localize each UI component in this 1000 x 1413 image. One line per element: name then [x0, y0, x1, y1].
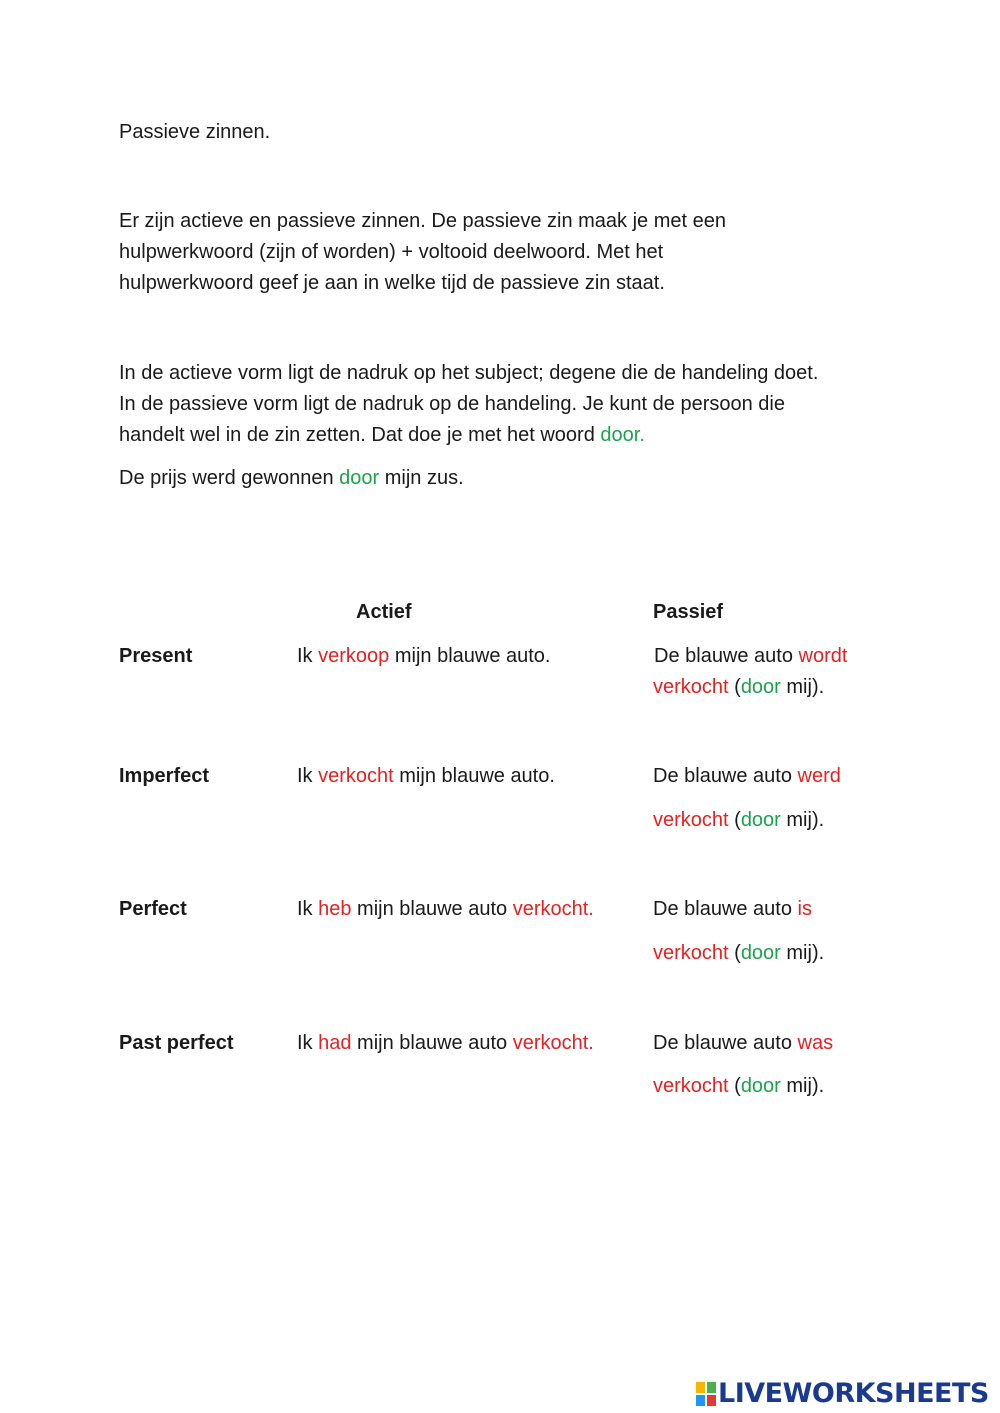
example-text: De prijs werd gewonnen [119, 467, 340, 489]
verb-highlight: wordt [798, 645, 848, 667]
door-keyword: door [740, 676, 781, 698]
passive-text: De blauwe auto [653, 898, 798, 920]
active-text: Ik [297, 645, 319, 667]
logo-mark-cell [707, 1382, 716, 1393]
intro-line: hulpwerkwoord (zijn of worden) + voltooid deelwoord. Met het [119, 241, 664, 263]
active-sentence [297, 894, 594, 925]
verb-highlight: verkocht [653, 809, 729, 831]
active-sentence [297, 761, 555, 792]
tense-label: Present [119, 645, 193, 667]
active-text: Ik [297, 898, 319, 920]
verb-highlight: verkocht [653, 676, 729, 698]
passive-text: De blauwe auto [654, 645, 799, 667]
page-title: Passieve zinnen. [119, 121, 271, 143]
door-keyword: door [740, 1075, 781, 1097]
active-sentence [297, 641, 550, 672]
verb-highlight: verkocht. [512, 1032, 594, 1054]
example-text: mijn zus. [379, 467, 464, 489]
door-keyword: door. [600, 424, 645, 446]
door-keyword: door [339, 467, 380, 489]
passive-sentence-line2 [653, 805, 824, 836]
emphasis-line [119, 420, 818, 451]
verb-highlight: verkoop [318, 645, 390, 667]
verb-highlight: werd [797, 765, 841, 787]
active-text: Ik [297, 1032, 319, 1054]
passive-sentence-line1 [654, 641, 847, 672]
verb-highlight: is [797, 898, 812, 920]
intro-line: Er zijn actieve en passieve zinnen. De passieve zin maak je met een [119, 210, 726, 232]
intro-line: hulpwerkwoord geef je aan in welke tijd de passieve zin staat. [119, 272, 665, 294]
header-passief: Passief [653, 601, 724, 623]
active-sentence [297, 1028, 594, 1059]
passive-text: De blauwe auto [653, 1032, 798, 1054]
intro-paragraph [119, 206, 726, 299]
active-text: mijn blauwe auto [351, 898, 513, 920]
verb-highlight: verkocht. [512, 898, 594, 920]
logo-mark-cell [707, 1395, 716, 1406]
logo-mark-cell [696, 1382, 705, 1393]
tense-label: Past perfect [119, 1032, 234, 1054]
verb-highlight: verkocht [318, 765, 394, 787]
passive-sentence-line2 [653, 1071, 824, 1102]
logo-mark-cell [696, 1395, 705, 1406]
logo-mark-icon [696, 1382, 716, 1406]
active-text: mijn blauwe auto. [389, 645, 551, 667]
active-text: Ik [297, 765, 319, 787]
emphasis-text: handelt wel in de zin zetten. Dat doe je met het woord [119, 424, 601, 446]
door-keyword: door [740, 809, 781, 831]
passive-text: mij). [780, 1075, 825, 1097]
passive-sentence-line2 [653, 672, 824, 703]
passive-sentence-line1 [653, 1028, 833, 1059]
liveworksheets-logo [696, 1378, 989, 1410]
passive-sentence-line1 [653, 761, 841, 792]
verb-highlight: had [318, 1032, 352, 1054]
door-keyword: door [740, 942, 781, 964]
header-actief: Actief [356, 601, 412, 623]
passive-text: mij). [780, 942, 825, 964]
passive-text: ( [728, 1075, 741, 1097]
verb-highlight: verkocht [653, 1075, 729, 1097]
tense-label: Imperfect [119, 765, 210, 787]
verb-highlight: heb [318, 898, 352, 920]
emphasis-paragraph [119, 358, 818, 451]
passive-text: ( [728, 676, 741, 698]
passive-text: De blauwe auto [653, 765, 798, 787]
passive-sentence-line2 [653, 938, 824, 969]
active-text: mijn blauwe auto [351, 1032, 513, 1054]
passive-text: ( [728, 942, 741, 964]
passive-text: mij). [780, 676, 825, 698]
tense-label: Perfect [119, 898, 187, 920]
example-sentence [119, 463, 464, 494]
logo-text: LIVEWORKSHEETS [718, 1378, 989, 1409]
emphasis-line: In de actieve vorm ligt de nadruk op het subject; degene die de handeling doet. [119, 362, 819, 384]
passive-text: ( [728, 809, 741, 831]
passive-text: mij). [780, 809, 825, 831]
verb-highlight: verkocht [653, 942, 729, 964]
passive-sentence-line1 [653, 894, 812, 925]
verb-highlight: was [797, 1032, 834, 1054]
emphasis-line: In de passieve vorm ligt de nadruk op de handeling. Je kunt de persoon die [119, 393, 785, 415]
active-text: mijn blauwe auto. [393, 765, 555, 787]
